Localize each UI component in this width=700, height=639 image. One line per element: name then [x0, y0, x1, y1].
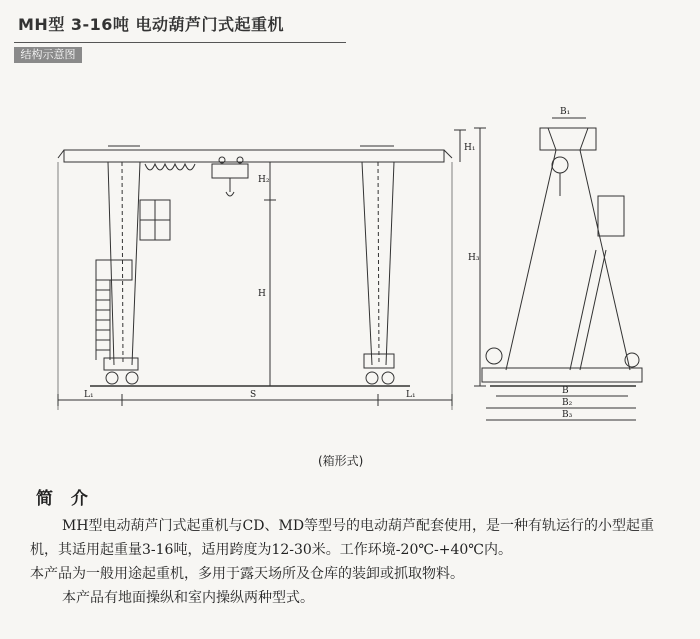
label-height-hook: H₂ [258, 175, 270, 185]
left-leg [104, 162, 140, 384]
label-b1: B₁ [560, 107, 571, 117]
diagram-caption: (箱形式) [318, 454, 364, 468]
intro-body [30, 514, 680, 610]
front-view [58, 130, 466, 410]
label-height-main: H [258, 289, 266, 299]
access-ladder [96, 280, 110, 360]
girder-section [540, 128, 596, 150]
label-b3: B₃ [562, 410, 573, 420]
right-leg [362, 162, 394, 384]
electric-hoist [212, 157, 248, 196]
label-b2: B₂ [562, 398, 573, 408]
label-cantilever-left: L₁ [84, 390, 94, 400]
intro-paragraph-1: MH型电动葫芦门式起重机与CD、MD等型号的电动葫芦配套使用，是一种有轨运行的小型起重机，其适用起重量3-16吨，适用跨度为12-30米。工作环境-20℃-+40℃内。 [30, 518, 655, 558]
label-height-top: H₁ [464, 143, 476, 153]
main-girder [64, 150, 444, 162]
subtitle-tag: 结构示意图 [14, 47, 82, 63]
end-carriage [482, 368, 642, 382]
intro-heading: 简 介 [36, 489, 94, 509]
side-view [474, 118, 642, 420]
label-b: B [562, 386, 569, 396]
label-span: S [250, 390, 257, 400]
intro-paragraph-3: 本产品有地面操纵和室内操纵两种型式。 [62, 590, 314, 606]
page-title: MH型 3-16吨 电动葫芦门式起重机 [18, 15, 284, 34]
intro-paragraph-2: 本产品为一般用途起重机，多用于露天场所及仓库的装卸或抓取物料。 [30, 566, 464, 582]
label-cantilever-right: L₁ [406, 390, 416, 400]
label-h3: H₃ [468, 253, 480, 263]
